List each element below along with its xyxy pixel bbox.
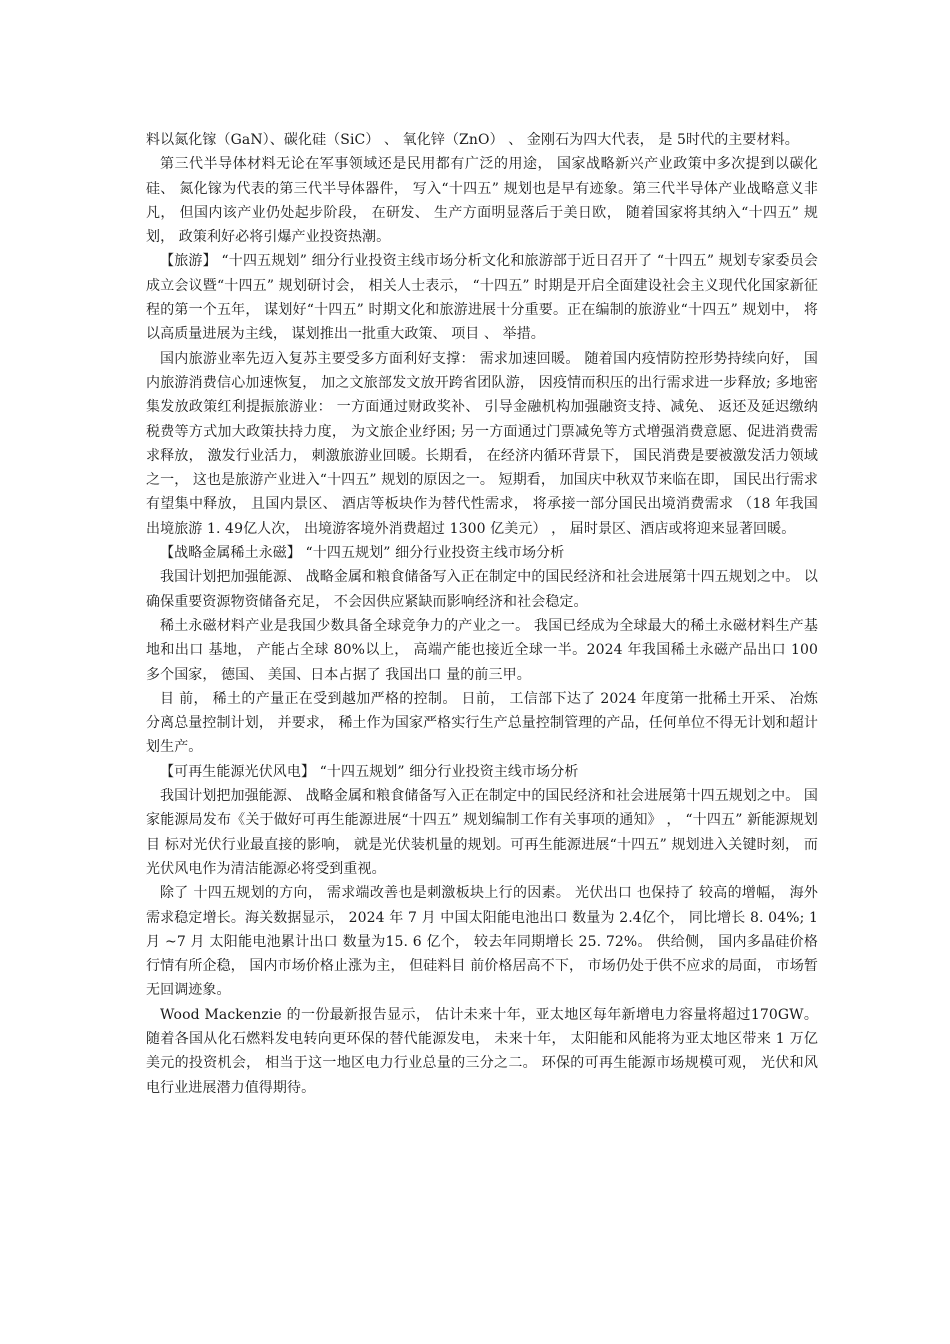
paragraph-wood-mackenzie-report: Wood Mackenzie 的一份最新报告显示， 估计未来十年，亚太地区每年新增电力容量将超过170GW。 随着各国从化石燃料发电转向更环保的替代能源发电， 未来十年， 太阳能和风能将为亚太地区带来 1 万亿美元的投资机会， 相当于这一地区电力行业总量的三分之二。 环保的可再生能源市场规模可观， 光伏和风电行业进展潜力值得期待。 — [146, 1006, 818, 1096]
paragraph-semiconductor-materials-continuation: 料以氮化镓（GaN）、碳化硅（SiC） 、 氧化锌（ZnO） 、 金刚石为四大代表， 是 5时代的主要材料。 — [146, 132, 799, 148]
section-heading-rare-earth: 【战略金属稀土永磁】 “十四五规划” 细分行业投资主线市场分析 — [160, 545, 565, 562]
paragraph-rare-earth-industry: 稀土永磁材料产业是我国少数具备全球竞争力的产业之一。 我国已经成为全球最大的稀土永磁材料生产基地和出口 基地， 产能占全球 80%以上， 高端产能也接近全球一半。2024 年我国稀土永磁产品出口 100 多个国家， 德国、 美国、日本占据了 我国出口 量的前三甲。 — [146, 617, 818, 683]
paragraph-rare-earth-reserve: 我国计划把加强能源、 战略金属和粮食储备写入正在制定中的国民经济和社会进展第十四五规划之中。 以确保重要资源物资储备充足， 不会因供应紧缺而影响经济和社会稳定。 — [146, 569, 818, 610]
section-heading-renewable-energy: 【可再生能源光伏风电】 “十四五规划” 细分行业投资主线市场分析 — [160, 763, 579, 780]
paragraph-pv-demand: 除了 十四五规划的方向， 需求端改善也是刺激板块上行的因素。 光伏出口 也保持了 较高的增幅， 海外需求稳定增长。海关数据显示， 2024 年 7 月 中国太阳能电池出口 数量为 2.4亿个， 同比增长 8. 04%; 1 月 ~7 月 太阳能电池累计出口 数量为15. 6 亿个， 较去年同期增长 25. 72%。 供给侧， 国内多晶硅价格行情有所企稳， 国内市场价格止涨为主， 但硅料目 前价格居高不下， 市场仍处于供不应求的局面， 市场暂无回调迹象。 — [146, 885, 818, 999]
paragraph-tourism-heading-intro: 【旅游】 “十四五规划” 细分行业投资主线市场分析文化和旅游部于近日召开了 “十四五” 规划专家委员会成立会议暨“十四五” 规划研讨会， 相关人士表示， “十四五” 时期是开启全面建设社会主义现代化国家新征程的第一个五年， 谋划好“十四五” 时期文化和旅游进展十分重要。正在编制的旅游业“十四五” 规划中， 将以高质量进展为主线， 谋划推出一批重大政策、 项目 、 举措。 — [146, 253, 818, 343]
paragraph-tourism-recovery: 国内旅游业率先迈入复苏主要受多方面利好支撑： 需求加速回暖。 随着国内疫情防控形势持续向好， 国内旅游消费信心加速恢复， 加之文旅部发文放开跨省团队游， 因疫情而积压的出行需求进一步释放; 多地密集发放政策红利提振旅游业： 一方面通过财政奖补、 引导金融机构加强融资支持、减免、 返还及延迟缴纳税费等方式加大政策扶持力度， 为文旅企业纾困; 另一方面通过门票减免等方式增强消费意愿、促进消费需求释放， 激发行业活力， 刺激旅游业回暖。长期看， 在经济内循环背景下， 国民消费是要被激发活力领域之一， 这也是旅游产业进入“十四五” 规划的原因之一。 短期看， 加国庆中秋双节来临在即， 国民出行需求有望集中释放， 且国内景区、 酒店等板块作为替代性需求， 将承接一部分国民出境消费需求 （18 年我国出境旅游 1. 49亿人次， 出境游客境外消费超过 1300 亿美元） ， 届时景区、酒店或将迎来显著回暖。 — [146, 350, 818, 537]
document-body — [146, 128, 818, 1100]
paragraph-third-gen-semiconductor: 第三代半导体材料无论在军事领域还是民用都有广泛的用途， 国家战略新兴产业政策中多次提到以碳化硅、 氮化镓为代表的第三代半导体器件， 写入“十四五” 规划也是早有迹象。第三代半导体产业战略意义非凡， 但国内该产业仍处起步阶段， 在研发、 生产方面明显落后于美日欧， 随着国家将其纳入“十四五” 规划， 政策利好必将引爆产业投资热潮。 — [146, 156, 818, 246]
paragraph-renewable-planning: 我国计划把加强能源、 战略金属和粮食储备写入正在制定中的国民经济和社会进展第十四五规划之中。 国家能源局发布《关于做好可再生能源进展“十四五” 规划编制工作有关事项的通知》 ， “十四五” 新能源规划目 标对光伏行业最直接的影响， 就是光伏装机量的规划。可再生能源进展“十四五” 规划进入关键时刻， 而光伏风电作为清洁能源必将受到重视。 — [146, 788, 818, 877]
paragraph-rare-earth-control: 目 前， 稀土的产量正在受到越加严格的控制。 日前， 工信部下达了 2024 年度第一批稀土开采、 冶炼分离总量控制计划， 并要求， 稀土作为国家严格实行生产总量控制管理的产品，任何单位不得无计划和超计划生产。 — [146, 690, 818, 756]
